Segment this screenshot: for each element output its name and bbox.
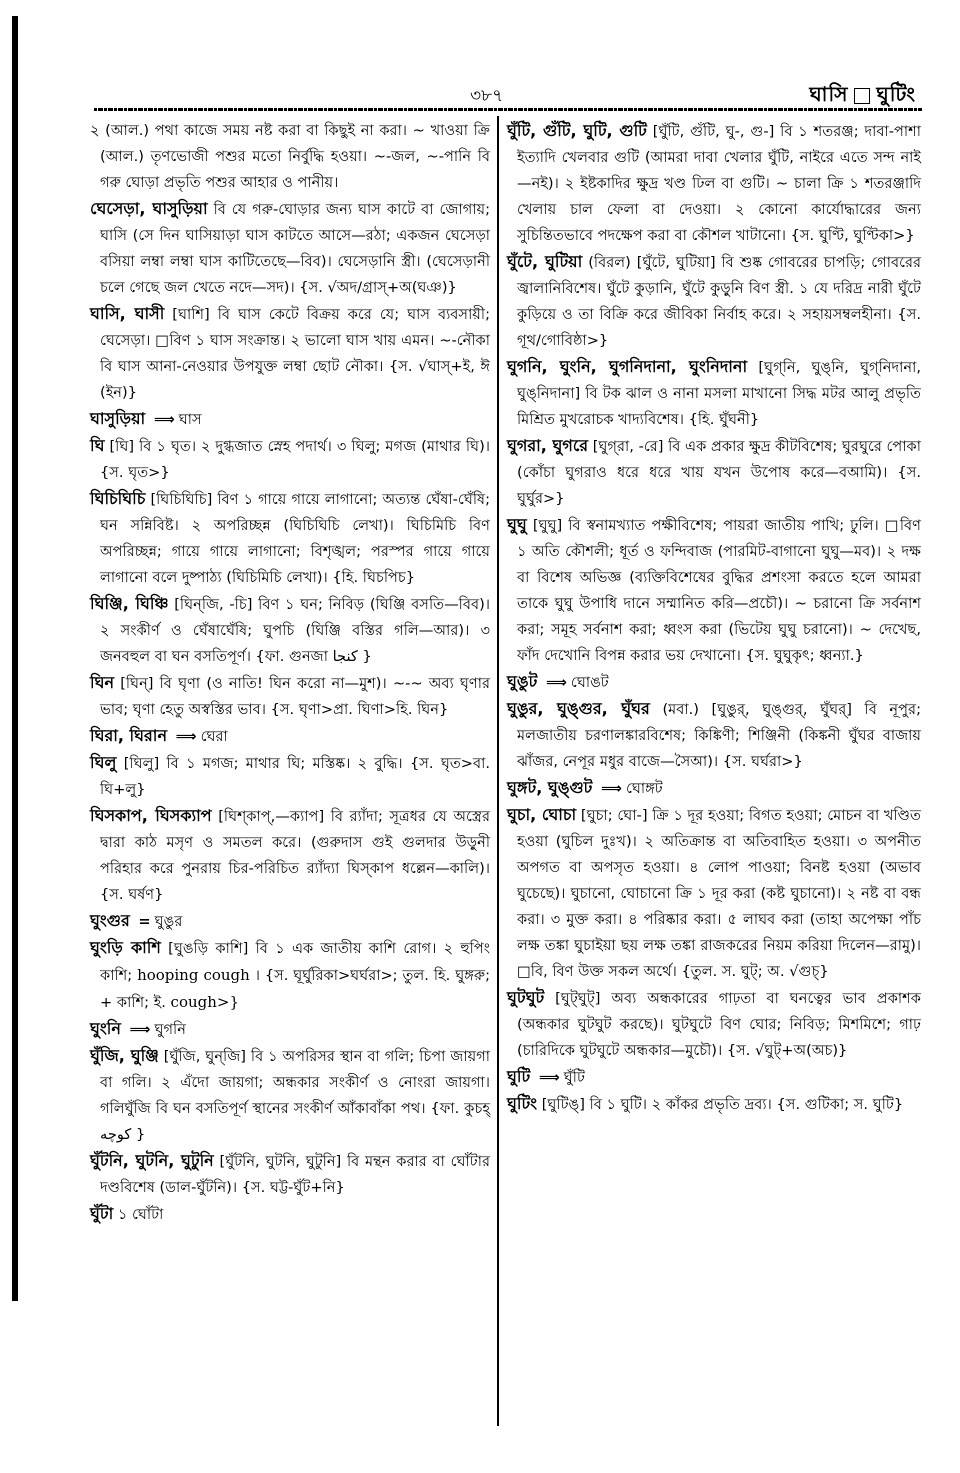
entry-definition: (মবা.) [ঘুঙুর্, ঘুঙ্‌গুর্, ঘুঁঘর্] বি নূপুর; মলজাতীয় চরণালঙ্কারবিশেষ; কিঙ্কিণী; শিঞ্জিনী (কিঙ্কনী ঘুঁঘর বাজায় ঝাঁজর, নেপূর মধুর বাজে—সৈআ)। {স. ঘর্ঘরা>}	[517, 701, 921, 770]
cross-reference-arrow-icon: ⟹	[153, 411, 175, 428]
dictionary-entry	[507, 118, 921, 249]
entry-headword: ঘুগরা, ঘুগরে	[507, 436, 589, 455]
entry-headword: ঘুচা, ঘোচা	[507, 805, 577, 824]
entry-headword: ঘুংনি	[90, 1019, 121, 1038]
english-gloss: cough>}	[170, 993, 240, 1011]
dictionary-entry	[507, 512, 921, 669]
entry-definition: [ঘিলু] বি ১ মগজ; মাথার ঘি; মস্তিষ্ক। ২ বুদ্ধি। {স. ঘৃত>বা. ঘি+লু}	[100, 755, 491, 798]
entry-definition: [ঘুঙড়ি কাশি] বি ১ এক জাতীয় কাশি রোগ। ২ হুপিং কাশি;	[100, 940, 491, 984]
cross-reference-arrow-icon: ⟹	[175, 728, 197, 745]
entry-definition: [ঘুঘু] বি স্বনামখ্যাত পক্ষীবিশেষ; পায়রা জাতীয় পাখি; ঢুলি। □বিণ ১ অতি কৌশলী; ধূর্ত ও ফন্দিবাজ (পারমিট-বাগানো ঘুঘু—মব)। ২ দক্ষ বা বিশেষ অভিজ্ঞ (ব্যক্তিবিশেষের বুদ্ধির প্রশংসা করতে হলে আমরা তাকে ঘুঘু উপাধি দানে সম্মানিত করি—প্রচৌ)। ~ চরানো ক্রি সর্বনাশ করা; সমূহ সর্বনাশ করা; ধ্বংস করা (ভিটেয় ঘুঘু চরানো)। ~ দেখেছ, ফাঁদ দেখোনি বিপন্ন করার ভয় দেখানো। {স. ঘুঘুকৃৎ; ধ্বন্যা.}	[517, 517, 921, 664]
dictionary-entry	[507, 775, 921, 802]
dictionary-entry	[507, 696, 921, 775]
entry-definition: [ঘিচিঘিচি] বিণ ১ গায়ে গায়ে লাগানো; অত্যন্ত ঘেঁষা-ঘেঁষি; ঘন সন্নিবিষ্ট। ২ অপরিচ্ছন্ন (ঘিচিঘিচি লেখা)। ঘিচিমিচি বিণ অপরিচ্ছন্ন; গায়ে গায়ে লাগানো; বিশৃঙ্খল; পরস্পর গায়ে গায়ে লাগানো বলে দুষ্পাঠ্য (ঘিচিমিচি লেখা)। {হি. ঘিচপিচ}	[100, 491, 490, 586]
entry-headword: ঘুটঘুট	[507, 988, 545, 1007]
entry-headword: ঘাসুড়িয়া	[90, 409, 146, 428]
entry-headword: ঘুঁটা	[90, 1204, 114, 1223]
english-gloss: hooping cough	[137, 966, 250, 984]
cross-reference-arrow-icon: ⟹	[538, 1069, 560, 1086]
entry-headword: ঘুংড়ি কাশি	[90, 938, 161, 957]
dictionary-entry	[90, 301, 490, 406]
dictionary-entry	[507, 669, 921, 696]
entry-definition: [ঘুগ্‌নি, ঘুঙ্‌নি, ঘুগ্‌নিদানা, ঘুঙ্‌নিদানা] বি টক ঝাল ও নানা মসলা মাখানো সিদ্ধ মটর আলু প্রভৃতি মিশ্রিত মুখরোচক খাদ্যবিশেষ। {হি. ঘুঁঘনী}	[517, 359, 921, 428]
entry-definition: ঘুগনি	[154, 1021, 186, 1038]
dictionary-entry	[90, 433, 490, 486]
entry-headword: ঘিলু	[90, 753, 117, 772]
left-column	[90, 118, 490, 1228]
dictionary-entry	[507, 1064, 921, 1091]
dictionary-entry	[90, 750, 490, 803]
running-head-first: ঘাসি	[809, 82, 849, 106]
dictionary-entry	[507, 802, 921, 985]
entry-headword: ঘুংগুর	[90, 911, 130, 930]
entry-headword: ঘিঞ্জি, ঘিঞ্চি	[90, 594, 169, 613]
page-binding-edge	[12, 16, 18, 1301]
column-divider	[497, 116, 499, 1426]
entry-headword: ঘুঁটি, গুঁটি, ঘুটি, গুটি	[507, 121, 647, 140]
dictionary-entry	[90, 1201, 490, 1228]
entry-definition: (বিরল) [ঘুঁটে, ঘুটিয়া] বি শুষ্ক গোবরের চাপড়ি; গোবরের জ্বালানিবিশেষ। ঘুঁটে কুড়ানি, ঘুঁটে কুড়ুনি বিণ স্ত্রী. ১ যে দরিদ্র নারী ঘুঁটে কুড়িয়ে ও তা বিক্রি করে জীবিকা নির্বাহ করে। ২ সহায়সম্বলহীনা। {স. গূথ/গোবিষ্ঠা>}	[517, 254, 922, 349]
entry-headword: ঘুগনি, ঘুংনি, ঘুগনিদানা, ঘুংনিদানা	[507, 357, 748, 376]
dictionary-entry	[90, 1043, 490, 1148]
entry-headword: ঘি	[90, 436, 105, 455]
dictionary-entry	[90, 908, 490, 935]
running-head-last: ঘুটিং	[876, 82, 916, 106]
entry-headword: ঘেসেড়া, ঘাসুড়িয়া	[90, 199, 208, 218]
entry-definition: বি যে গরু-ঘোড়ার জন্য ঘাস কাটে বা জোগায়; ঘাসি (সে দিন ঘাসিয়াড়া ঘাস কাটতে আসে—রঠা; একজন ঘেসেড়া বসিয়া লম্বা লম্বা ঘাস কাটিতেছে—বিব)। ঘেসেড়ানি স্ত্রী। (ঘেসেড়ানী চলে গেছে জল খেতে নদে—সদ)। {স. √অদ/গ্রাস্+অ(ঘঞ)}	[100, 201, 491, 296]
entry-definition: ঘাস	[178, 411, 202, 428]
dictionary-entry	[90, 196, 490, 301]
dictionary-entry	[507, 1091, 921, 1118]
entry-headword: ঘুটি	[507, 1067, 531, 1086]
dictionary-entry	[90, 670, 490, 723]
entry-headword: ঘিরা, ঘিরান	[90, 726, 168, 745]
entry-headword: ঘুঁজি, ঘুঞ্জি	[90, 1046, 159, 1065]
entry-definition: [ঘুঁটনি, ঘুটনি, ঘুটুনি] বি মন্থন করার বা ঘোঁটার দণ্ডবিশেষ (ডাল-ঘুঁটনি)। {স. ঘট্ট-ঘুঁট+নি}	[100, 1153, 491, 1196]
entry-headword: ঘুঁটে, ঘুটিয়া	[507, 252, 583, 271]
dictionary-entry	[90, 803, 490, 908]
entry-definition: [ঘুটিঙ্] বি ১ ঘুটি। ২ কাঁকর প্রভৃতি দ্রব্য। {স. গুটিকা; স. ঘুটি}	[541, 1096, 904, 1113]
entry-headword: ঘুঘু	[507, 515, 527, 534]
dictionary-entry	[90, 935, 490, 1016]
entry-definition: [ঘুগ্‌রা, -রে] বি এক প্রকার ক্ষুদ্র কীটবিশেষ; ঘুরঘুরে পোকা (কোঁচা ঘুগরাও ধরে ধরে খায় যখন উপোষ করে—বআমি)। {স. ঘুর্ঘুর>}	[517, 438, 921, 507]
entry-headword: ঘুঙুট	[507, 672, 538, 691]
entry-headword: ঘিসকাপ, ঘিসক্যাপ	[90, 806, 212, 825]
entry-definition: [ঘুচা; ঘো-] ক্রি ১ দূর হওয়া; বিগত হওয়া; মোচন বা খণ্ডিত হওয়া (ঘুচিল দুঃখ)। ২ অতিক্রান্ত বা অতিবাহিত হওয়া। ৩ অপনীত অপগত বা অপসৃত হওয়া। ৪ লোপ পাওয়া; বিনষ্ট হওয়া (অভাব ঘুচেছে)। ঘুচানো, ঘোচানো ক্রি ১ দূর করা (কষ্ট ঘুচানো)। ২ নষ্ট বা বন্ধ করা। ৩ মুক্ত করা। ৪ পরিষ্কার করা। ৫ লাঘব করা (তাহা অপেক্ষা পাঁচ লক্ষ তঙ্কা ঘুচাইয়া ছয় লক্ষ তঙ্কা রাজকরের নিয়ম করিয়া দিলেন—রামু)। □বি, বিণ উক্ত সকল অর্থে। {তুল. স. ঘুট্; অ. √গুচ্}	[517, 807, 921, 980]
dictionary-entry	[507, 985, 921, 1064]
entry-definition: ঘুঁটি	[563, 1069, 585, 1086]
dictionary-entry	[90, 723, 490, 750]
entry-definition: [ঘুঁজি, ঘুন্‌জি] বি ১ অপরিসর স্থান বা গলি; চিপা জায়গা বা গলি। ২ এঁদো জায়গা; অন্ধকার সংকীর্ণ ও নোংরা জায়গা। গলিঘুঁজি বি ঘন বসতিপূর্ণ স্থানের সংকীর্ণ আঁকাবাঁকা পথ। {ফা. কুচহ্ کوچه }	[100, 1048, 490, 1143]
entry-definition: ঘুঙুর	[154, 913, 183, 930]
entry-definition: ২ (আল.) পথা কাজে সময় নষ্ট করা বা কিছুই না করা। ~ খাওয়া ক্রি (আল.) তৃণভোজী পশুর মতো নির্বুদ্ধি হওয়া। ~-জল, ~-পানি বি গরু ঘোড়া প্রভৃতি পশুর আহার ও পানীয়।	[90, 122, 490, 191]
dictionary-entry	[507, 433, 921, 512]
dictionary-entry	[90, 118, 490, 196]
entry-definition: ঘোঙট	[570, 674, 609, 691]
cross-reference-arrow-icon: ⟹	[601, 780, 622, 797]
dictionary-entry	[90, 591, 490, 670]
dictionary-entry	[507, 249, 921, 354]
header-rule	[94, 108, 922, 111]
cross-reference-arrow-icon: ⟹	[545, 674, 567, 691]
right-column	[507, 118, 921, 1118]
entry-definition: [ঘুট্‌ঘুট্] অব্য অন্ধকারের গাঢ়তা বা ঘনত্বের ভাব প্রকাশক (অন্ধকার ঘুটঘুট করছে)। ঘুটঘুটে বিণ ঘোর; নিবিড়; মিশমিশে; গাঢ় (চারিদিকে ঘুটঘুটে অন্ধকার—মুচৌ)। {স. √ঘুট্+অ(অচ)}	[517, 990, 921, 1059]
entry-headword: ঘুটিং	[507, 1094, 538, 1113]
entry-definition: [ঘিন্‌জি, -চি] বিণ ১ ঘন; নিবিড় (ঘিঞ্জি বসতি—বিব)। ২ সংকীর্ণ ও ঘেঁষাঘেঁষি; ঘুপচি (ঘিঞ্জি বস্তির গলি—আর)। ৩ জনবহুল বা ঘন বসতিপূর্ণ। {ফা. গুনজা کنجا }	[100, 596, 490, 665]
entry-definition: [ঘাশি] বি ঘাস কেটে বিক্রয় করে যে; ঘাস ব্যবসায়ী; ঘেসেড়া। □বিণ ১ ঘাস সংক্রান্ত। ২ ভালো ঘাস খায় এমন। ~-নৌকা বি ঘাস আনা-নেওয়ার উপযুক্ত লম্বা ছোট নৌকা। {স. √ঘাস্+ই, ঈ (ইন)}	[100, 306, 490, 401]
entry-headword: ঘুঙ্গট, ঘুঙ্গুট	[507, 778, 593, 797]
entry-definition: ঘেরা	[200, 728, 228, 745]
entry-definition: [ঘিশ্‌কাপ্,—ক্যাপ] বি র‍্যাঁদা; সূত্রধর যে অস্ত্রের দ্বারা কাঠ মসৃণ ও সমতল করে। (গুরুদাস গুই গুলদার উড়ুনী পরিহার করে পুনরায় চির-পরিচিত র‍্যাঁদ্যা ঘিস্‌কাপ ধল্লেন—কালি)। {স. ঘর্ষণ}	[100, 808, 490, 903]
cross-reference-arrow-icon: ⟹	[129, 1021, 151, 1038]
cross-reference-arrow-icon: =	[138, 913, 151, 930]
entry-headword: ঘুঁটনি, ঘুটনি, ঘুটুনি	[90, 1151, 214, 1170]
entry-headword: ঘাসি, ঘাসী	[90, 304, 165, 323]
separator-box-icon	[854, 88, 870, 104]
entry-headword: ঘিচিঘিচি	[90, 489, 146, 508]
entry-definition: ঘোঙ্গট	[625, 780, 663, 797]
entry-definition: । {স. ঘূর্ঘুরিকা>ঘর্ঘরা>; তুল. হি. ঘুঙ্গরু; + কাশি; ই.	[100, 967, 491, 1011]
dictionary-entry	[507, 354, 921, 433]
dictionary-entry	[90, 1016, 490, 1043]
dictionary-entry	[90, 1148, 490, 1201]
entry-headword: ঘিন	[90, 673, 115, 692]
entry-definition: [ঘি] বি ১ ঘৃত। ২ দুগ্ধজাত স্নেহ পদার্থ। ৩ ঘিলু; মগজ (মাথার ঘি)। {স. ঘৃত>}	[100, 438, 490, 481]
entry-headword: ঘুঙুর, ঘুঙ্গুর, ঘুঁঘর	[507, 699, 650, 718]
dictionary-entry	[90, 486, 490, 591]
entry-definition: [ঘুঁটি, গুঁটি, ঘু-, গু-] বি ১ শতরঞ্জ; দাবা-পাশা ইত্যাদি খেলবার গুটি (আমরা দাবা খেলার ঘুঁটি, নাইরে এতে সন্দ নাই—নই)। ২ ইষ্টকাদির ক্ষুদ্র খণ্ড ঢিল বা গুটি। ~ চালা ক্রি ১ শতরঞ্জাদি খেলায় চাল ফেলা বা দেওয়া। ২ কোনো কার্যোদ্ধারের জন্য সুচিন্তিতভাবে পদক্ষেপ করা বা কৌশল খাটানো। {স. ঘুণ্টি, ঘুণ্টিকা>}	[517, 123, 921, 244]
page-number: ৩৮৭	[470, 86, 504, 106]
dictionary-entry	[90, 406, 490, 433]
entry-definition: [ঘিন্] বি ঘৃণা (ও নাতি! ঘিন করো না—মুশ)। ~-~ অব্য ঘৃণার ভাব; ঘৃণা হেতু অস্বস্তির ভাব। {স. ঘৃণা>প্রা. ঘিণা>হি. ঘিন}	[100, 675, 491, 718]
entry-definition: ১ ঘোঁটা	[117, 1206, 164, 1223]
